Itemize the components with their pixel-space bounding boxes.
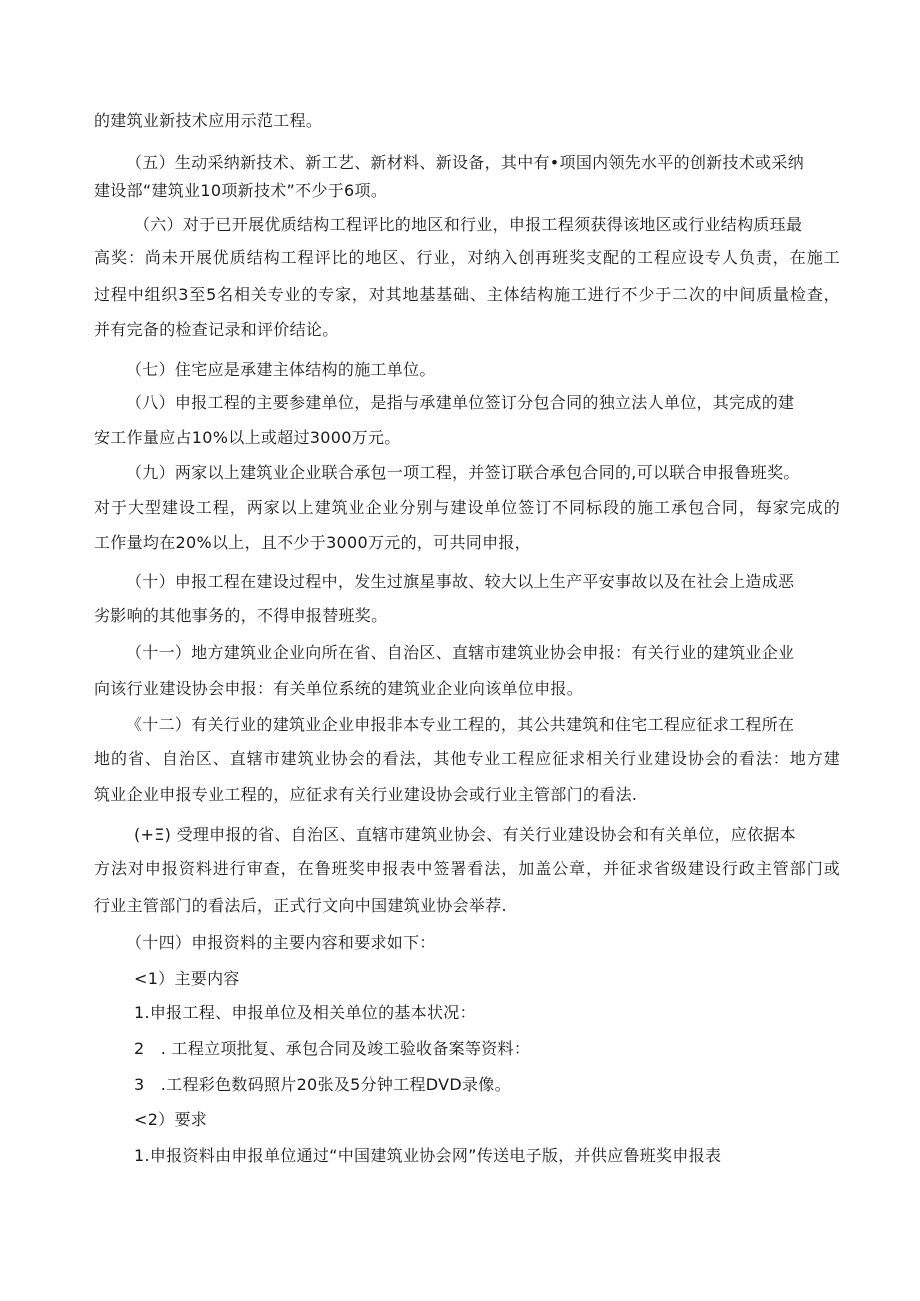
text-line: 工作量均在20%以上，且不少于3000万元的，可共同申报， bbox=[94, 533, 531, 552]
text-line: 高奖：尚未开展优质结构工程评比的地区、行业，对纳入创再班奖支配的工程应设专人负责，在施工 bbox=[94, 248, 840, 267]
text-line: 建设部“建筑业10项新技术”不少于6项。 bbox=[94, 181, 388, 200]
text-line: <1）主要内容 bbox=[134, 969, 240, 988]
text-line: （九）两家以上建筑业企业联合承包一项工程，并签订联合承包合同的,可以联合申报鲁班奖。 bbox=[126, 463, 800, 482]
text-line: 2 . 工程立项批复、承包合同及竣工验收备案等资料： bbox=[134, 1039, 531, 1058]
text-line: （八）申报工程的主要参建单位，是指与承建单位签订分包合同的独立法人单位，其完成的建 bbox=[126, 393, 795, 412]
text-line: 安工作量应占10%以上或超过3000万元。 bbox=[94, 428, 401, 447]
text-line: 3 .工程彩色数码照片20张及5分钟工程DVD录像。 bbox=[134, 1075, 511, 1094]
text-line: 并有完备的检查记录和评价结论。 bbox=[94, 320, 339, 339]
text-line: （五）生动采纳新技术、新工艺、新材料、新设备，其中有•项国内领先水平的创新技术或采纳 bbox=[126, 153, 805, 172]
text-line: 《十二）有关行业的建筑业企业申报非本专业工程的，其公共建筑和住宅工程应征求工程所在 bbox=[126, 715, 795, 734]
text-line: 筑业企业申报专业工程的，应征求有关行业建设协会或行业主管部门的看法. bbox=[94, 785, 638, 804]
text-line: 方法对申报资料进行审查，在鲁班奖申报表中签署看法，加盖公章，并征求省级建设行政主管部门或 bbox=[94, 859, 840, 878]
text-line: 1.申报资料由申报单位通过“中国建筑业协会网”传送电子版，并供应鲁班奖申报表 bbox=[134, 1146, 722, 1165]
text-line: (+Ξ) 受理申报的省、自治区、直辖市建筑业协会、有关行业建设协会和有关单位，应依据本 bbox=[134, 825, 796, 844]
text-line: （十四）申报资料的主要内容和要求如下： bbox=[126, 933, 436, 952]
text-line: （六）对于已开展优质结构工程评比的地区和行业，申报工程须获得该地区或行业结构质珏最 bbox=[134, 215, 803, 234]
text-line: （十）申报工程在建设过程中，发生过旗星事故、较大以上生产平安事故以及在社会上造成恶 bbox=[126, 572, 795, 591]
text-line: 行业主管部门的看法后，正式行文向中国建筑业协会举荐. bbox=[94, 896, 507, 915]
text-line: 1.申报工程、申报单位及相关单位的基本状况： bbox=[134, 1003, 476, 1022]
text-line: 向该行业建设协会申报：有关单位系统的建筑业企业向该单位申报。 bbox=[94, 679, 584, 698]
text-line: 的建筑业新技术应用示范工程。 bbox=[94, 111, 323, 130]
text-line: 过程中组织3至5名相关专业的专家，对其地基基础、主体结构施工进行不少于二次的中间质量检查， bbox=[94, 285, 840, 304]
text-line: <2）要求 bbox=[134, 1110, 208, 1129]
text-line: （十一）地方建筑业企业向所在省、自治区、直辖市建筑业协会申报：有关行业的建筑业企业 bbox=[126, 643, 795, 662]
text-line: 地的省、自治区、直辖市建筑业协会的看法，其他专业工程应征求相关行业建设协会的看法：地方建 bbox=[94, 749, 840, 768]
text-line: 对于大型建设工程，两家以上建筑业企业分别与建设单位签订不同标段的施工承包合同，每家完成的 bbox=[94, 498, 840, 517]
text-line: 劣影响的其他事务的，不得申报替班奖。 bbox=[94, 606, 388, 625]
text-line: （七）住宅应是承建主体结构的施工单位。 bbox=[126, 360, 436, 379]
